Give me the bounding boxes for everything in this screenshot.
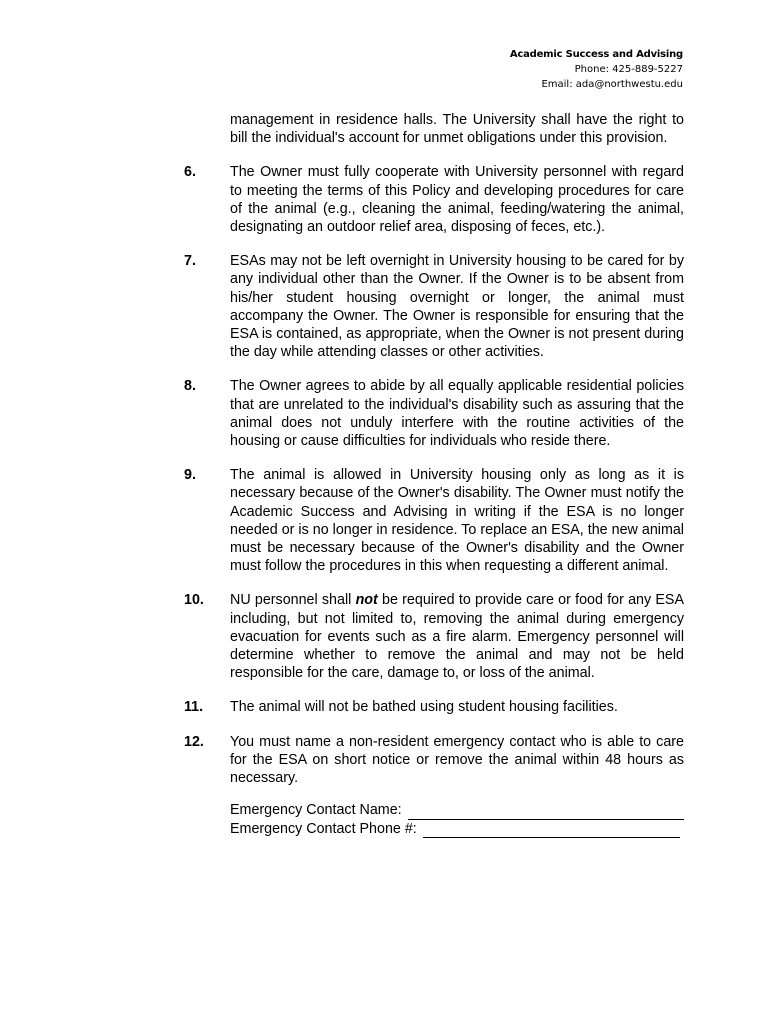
contact-phone-label: Emergency Contact Phone #: [230, 820, 417, 837]
emergency-contact-form [184, 801, 684, 837]
policy-item-10 [184, 591, 684, 682]
item-text [230, 591, 684, 682]
org-name: Academic Success and Advising [509, 49, 683, 60]
policy-item-6 [184, 163, 684, 236]
policy-item-12 [184, 733, 684, 788]
contact-name-row [230, 801, 684, 819]
item-text: You must name a non-resident emergency contact who is able to care for the ESA on short notice or remove the animal within 48 hours as necessary. [230, 733, 684, 787]
item-number: 7. [184, 253, 196, 270]
contact-name-blank[interactable] [408, 805, 684, 820]
item-number: 11. [184, 699, 204, 716]
item-text: The Owner agrees to abide by all equally applicable residential policies that are unrelated to the individual's disability such as assuring that the animal does not unduly interfere with the routine activities of the housing or cause difficulties for individuals who reside there. [230, 378, 684, 450]
contact-phone-blank[interactable] [423, 823, 680, 838]
item-text: The animal is allowed in University housing only as long as it is necessary because of the Owner's disability. The Owner must notify the Academic Success and Advising in writing if the ESA is no longer needed or is no longer in residence. To replace an ESA, the new animal must be necessary because of the Owner's disability and the Owner must follow the procedures in this when requesting a different animal. [230, 467, 684, 575]
policy-item-8 [184, 377, 684, 450]
item-number: 6. [184, 164, 196, 181]
letterhead [510, 47, 683, 92]
policy-item-11 [184, 698, 684, 716]
policy-item-7 [184, 252, 684, 361]
policy-item-9 [184, 466, 684, 575]
item-number: 9. [184, 467, 196, 484]
org-phone: Phone: 425-889-5227 [574, 64, 683, 75]
item-number: 10. [184, 592, 204, 609]
contact-phone-row [230, 820, 684, 838]
item-text: The animal will not be bathed using student housing facilities. [230, 699, 618, 716]
item-text: The Owner must fully cooperate with University personnel with regard to meeting the terms of this Policy and developing procedures for care of the animal (e.g., cleaning the animal, feeding/watering the animal, designating an outdoor relief area, disposing of feces, etc.). [230, 164, 684, 236]
item-number: 12. [184, 733, 204, 750]
item-text: ESAs may not be left overnight in University housing to be cared for by any individual other than the Owner. If the Owner is to be absent from his/her student housing overnight or longer, the animal must accompany the Owner. The Owner is responsible for ensuring that the ESA is contained, as appropriate, when the Owner is not present during the day while attending classes or other activities. [230, 253, 684, 361]
item-text-before: NU personnel shall [230, 592, 356, 609]
policy-body [184, 111, 684, 838]
contact-name-label: Emergency Contact Name: [230, 802, 402, 819]
org-email: Email: ada@northwestu.edu [541, 79, 683, 90]
intro-paragraph: management in residence halls. The University shall have the right to bill the individual's account for unmet obligations under this provision. [230, 112, 684, 147]
item-text-after: be required to provide care or food for any ESA including, but not limited to, removing the animal during emergency evacuation for events such as a fire alarm. Emergency personnel will determine whether to remove the animal and may not be held responsible for the care, damage to, or loss of the animal. [230, 592, 685, 682]
emphasis-not: not [355, 592, 378, 609]
item-number: 8. [184, 378, 196, 395]
